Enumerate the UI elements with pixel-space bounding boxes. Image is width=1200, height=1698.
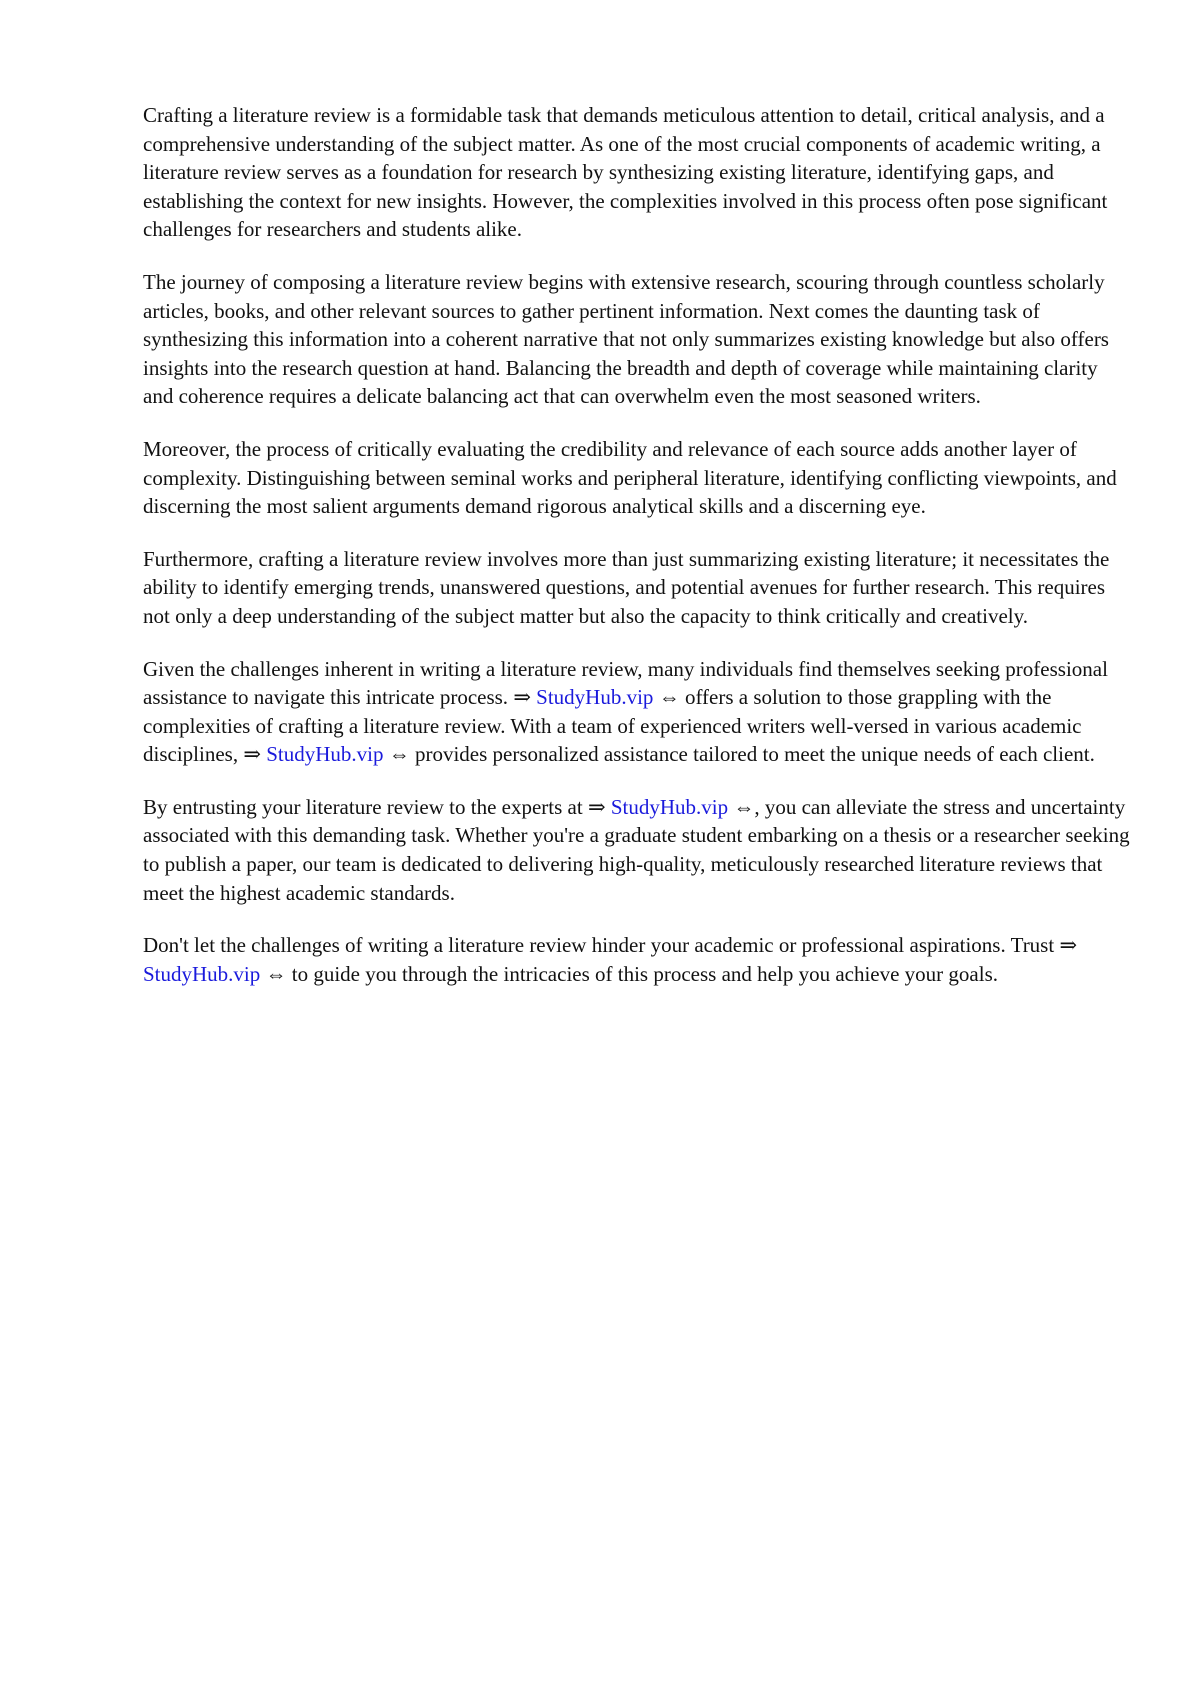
arrow-right-icon: ⇒: [1059, 933, 1078, 958]
text-segment: offers a solution to those grappling with the complexities of crafting a literature review. With a team of experienced writers well-versed in various academic disciplines,: [143, 685, 1082, 767]
studyhub-link[interactable]: StudyHub.vip: [266, 742, 384, 767]
paragraph-professional-assistance: [143, 655, 1133, 769]
paragraph-closing: [143, 931, 1133, 988]
double-arrow-icon: ⇔: [265, 961, 287, 986]
double-arrow-icon: ⇔: [388, 742, 410, 767]
text-segment: By entrusting your literature review to the experts at: [143, 794, 588, 819]
arrow-right-icon: ⇒: [513, 685, 531, 710]
double-arrow-icon: ⇔: [733, 794, 755, 819]
document-body: [143, 101, 1133, 1012]
studyhub-link[interactable]: StudyHub.vip: [610, 794, 729, 819]
paragraph-emerging-trends: Furthermore, crafting a literature review involves more than just summarizing existing literature; it necessitates the ability to identify emerging trends, unanswered questions, and potential avenues for further research. This requires not only a deep understanding of the subject matter but also the capacity to think critically and creatively.: [143, 546, 1110, 628]
text-segment: Given the challenges inherent in writing a literature review, many individuals find themselves seeking professional assistance to navigate this intricate process.: [143, 656, 1108, 710]
paragraph-entrusting: [143, 793, 1133, 907]
studyhub-link[interactable]: StudyHub.vip: [536, 685, 654, 710]
studyhub-link[interactable]: StudyHub.vip: [143, 961, 261, 986]
arrow-right-icon: ⇒: [243, 742, 261, 767]
arrow-right-icon: ⇒: [587, 794, 606, 819]
paragraph-research-journey: The journey of composing a literature review begins with extensive research, scouring through countless scholarly articles, books, and other relevant sources to gather pertinent information. Next comes the daunting task of synthesizing this information into a coherent narrative that not only summarizes existing knowledge but also offers insights into the research question at hand. Balancing the breadth and depth of coverage while maintaining clarity and coherence requires a delicate balancing act that can overwhelm even the most seasoned writers.: [143, 269, 1109, 409]
paragraph-intro: Crafting a literature review is a formidable task that demands meticulous attention to detail, critical analysis, and a comprehensive understanding of the subject matter. As one of the most crucial components of academic writing, a literature review serves as a foundation for research by synthesizing existing literature, identifying gaps, and establishing the context for new insights. However, the complexities involved in this process often pose significant challenges for researchers and students alike.: [143, 103, 1108, 242]
double-arrow-icon: ⇔: [658, 685, 680, 710]
text-segment: provides personalized assistance tailored to meet the unique needs of each client.: [409, 742, 1095, 767]
paragraph-critical-evaluation: Moreover, the process of critically evaluating the credibility and relevance of each source adds another layer of complexity. Distinguishing between seminal works and peripheral literature, identifying conflicting viewpoints, and discerning the most salient arguments demand rigorous analytical skills and a discerning eye.: [143, 436, 1117, 519]
text-segment: , you can alleviate the stress and uncertainty associated with this demanding task. Whether you're a graduate student embarking on a thesis or a researcher seeking to publish a paper, our team is dedicated to delivering high-quality, meticulously researched literature reviews that meet the highest academic standards.: [143, 794, 1130, 905]
text-segment: to guide you through the intricacies of this process and help you achieve your goals.: [286, 961, 999, 986]
text-segment: Don't let the challenges of writing a literature review hinder your academic or professional aspirations. Trust: [143, 933, 1060, 958]
